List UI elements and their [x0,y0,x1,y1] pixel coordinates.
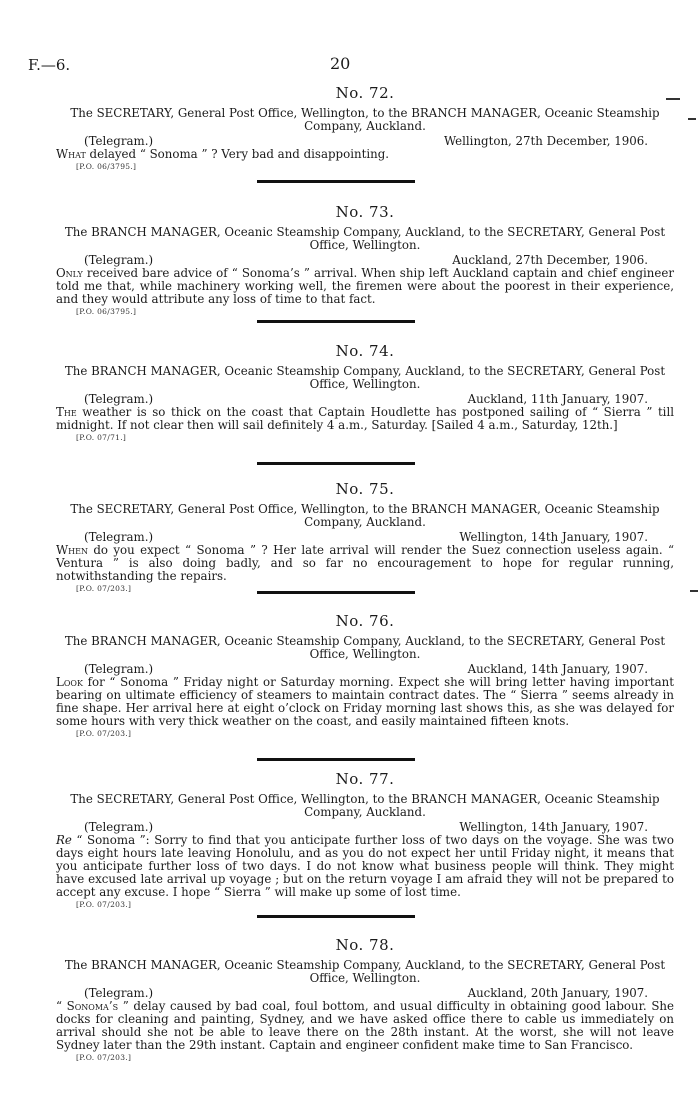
body-lead: When [56,543,88,557]
file-reference: [P.O. 07/203.] [76,729,132,738]
message-body [56,148,674,161]
message-77 [56,770,674,909]
message-date: Auckland, 11th January, 1907. [467,392,648,406]
message-date: Auckland, 20th January, 1907. [467,986,648,1000]
message-76 [56,612,674,738]
message-number: No. 77. [335,770,395,788]
body-lead: The [56,405,77,419]
series-label: F.—6. [28,56,71,74]
margin-mark [688,118,696,120]
message-number: No. 76. [335,612,395,630]
message-heading: The BRANCH MANAGER, Oceanic Steamship Company, Auckland, to the SECRETARY, General Post Office, Wellington. [64,958,666,985]
file-reference: [P.O. 07/203.] [76,584,132,593]
telegram-label: (Telegram.) [84,662,154,676]
separator-rule [257,758,415,761]
message-78 [56,936,674,1062]
message-heading: The SECRETARY, General Post Office, Wellington, to the BRANCH MANAGER, Oceanic Steamship Company, Auckland. [70,502,660,529]
message-date: Auckland, 27th December, 1906. [452,253,648,267]
separator-rule [257,320,415,323]
file-reference: [P.O. 07/203.] [76,900,132,909]
message-72 [56,84,674,171]
message-date: Auckland, 14th January, 1907. [467,662,648,676]
page-number: 20 [330,54,351,73]
message-73 [56,203,674,316]
telegram-label: (Telegram.) [84,986,154,1000]
message-heading: The BRANCH MANAGER, Oceanic Steamship Company, Auckland, to the SECRETARY, General Post Office, Wellington. [64,364,666,391]
message-number: No. 75. [335,480,395,498]
body-text: for “ Sonoma ” Friday night or Saturday morning. Expect she will bring letter having important bearing on ultimate efficiency of steamers to maintain contract dates. The “ Sierra ” seems already in fine shape. Her arrival here at eight o’clock on Friday morning last shows this, as she was delayed for some hours with very thick weather on the coast, and easily maintained fifteen knots. [56,675,674,728]
separator-rule [257,915,415,918]
margin-mark [690,590,698,592]
telegram-label: (Telegram.) [84,530,154,544]
message-body [56,676,674,728]
body-lead: What [56,147,86,161]
body-text: ” delay caused by bad coal, foul bottom, and usual difficulty in obtaining good labour. She docks for cleaning and painting, Sydney, and we have asked office there to cable us immediately on arrival should she not be able to leave there on the 28th instant. At the worst, she will not leave Sydney later than the 29th instant. Captain and engineer confident make time to San Francisco. [56,999,674,1052]
separator-rule [257,462,415,465]
file-reference: [P.O. 06/3795.] [76,307,137,316]
message-body [56,834,674,899]
message-body [56,267,674,306]
separator-rule [257,180,415,183]
file-reference: [P.O. 06/3795.] [76,162,137,171]
body-text: “ Sonoma ”: Sorry to find that you anticipate further loss of two days on the voyage. She was two days eight hours late leaving Honolulu, and as you do not expect her until Friday night, it means that you anticipate further loss of two days. I do not know what business people will think. They might have excused late arrival up voyage ; but on the return voyage I am afraid they will not be prepared to accept any excuse. I hope “ Sierra ” will make up some of lost time. [56,833,674,899]
message-number: No. 74. [335,342,395,360]
message-body [56,1000,674,1052]
message-75 [56,480,674,593]
telegram-label: (Telegram.) [84,134,154,148]
message-date: Wellington, 14th January, 1907. [459,820,648,834]
message-number: No. 72. [335,84,395,102]
file-reference: [P.O. 07/71.] [76,433,127,442]
message-body [56,544,674,583]
telegram-label: (Telegram.) [84,820,154,834]
body-text: weather is so thick on the coast that Captain Houdlette has postponed sailing of “ Sierra ” till midnight. If not clear then will sail definitely 4 a.m., Saturday. [Sailed 4 a.m., Saturday, 12th.] [56,405,674,432]
message-74 [56,342,674,442]
message-number: No. 78. [335,936,395,954]
body-lead: “ Sonoma’s [56,999,119,1013]
body-text: received bare advice of “ Sonoma’s ” arrival. When ship left Auckland captain and chief engineer told me that, while machinery working well, the firemen were about the poorest in their experience, and they would attribute any loss of time to that fact. [56,266,674,306]
message-date: Wellington, 14th January, 1907. [459,530,648,544]
message-number: No. 73. [335,203,395,221]
message-heading: The SECRETARY, General Post Office, Wellington, to the BRANCH MANAGER, Oceanic Steamship Company, Auckland. [70,792,660,819]
file-reference: [P.O. 07/203.] [76,1053,132,1062]
message-heading: The BRANCH MANAGER, Oceanic Steamship Company, Auckland, to the SECRETARY, General Post Office, Wellington. [64,634,666,661]
body-text: do you expect “ Sonoma ” ? Her late arrival will render the Suez connection useless again. “ Ventura ” is also doing badly, and so far no encouragement to hope for regular running, notwithstanding the repairs. [56,543,674,583]
message-body [56,406,674,432]
separator-rule [257,591,415,594]
body-lead: Only [56,266,83,280]
message-heading: The SECRETARY, General Post Office, Wellington, to the BRANCH MANAGER, Oceanic Steamship Company, Auckland. [70,106,660,133]
telegram-label: (Telegram.) [84,253,154,267]
body-text: delayed “ Sonoma ” ? Very bad and disappointing. [85,147,389,161]
message-heading: The BRANCH MANAGER, Oceanic Steamship Company, Auckland, to the SECRETARY, General Post Office, Wellington. [64,225,666,252]
telegram-label: (Telegram.) [84,392,154,406]
message-date: Wellington, 27th December, 1906. [443,134,648,148]
body-lead: Re [56,833,72,847]
body-lead: Look [56,675,83,689]
